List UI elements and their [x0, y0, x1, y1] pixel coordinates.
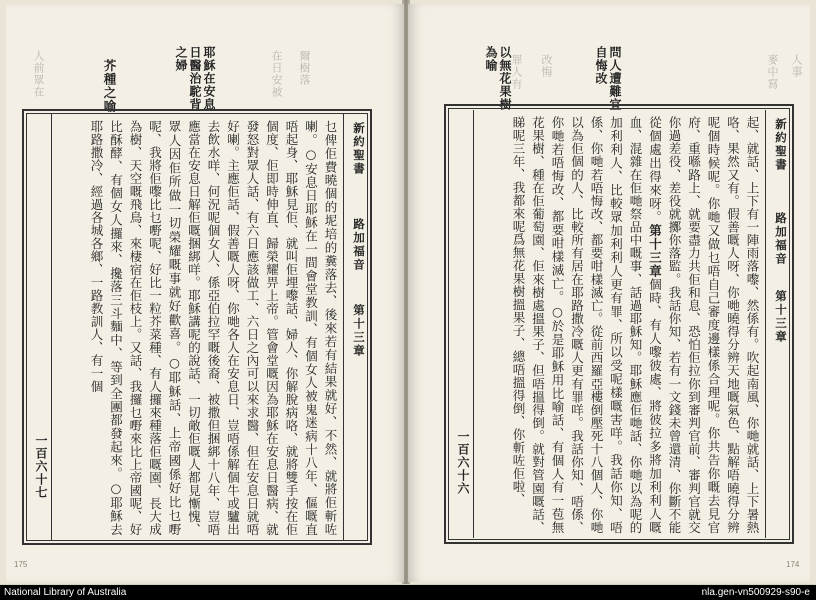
- footer-source: National Library of Australia: [4, 587, 127, 598]
- running-title: 新約聖書: [774, 118, 788, 172]
- footer-rule: [473, 110, 474, 538]
- right-page: [408, 4, 810, 582]
- scan-mark: 174: [786, 560, 800, 569]
- side-heading-parable: 芥種之喻: [102, 59, 117, 113]
- header-rule: [765, 110, 766, 538]
- bleed-through-text: 人事: [790, 54, 803, 78]
- side-heading-fig-tree: 以無花果樹為喻: [484, 46, 512, 111]
- side-heading-repentance: 問人遭難宜自悔改: [594, 46, 622, 111]
- chapter-heading: 第十三章: [647, 224, 663, 278]
- left-page: [6, 4, 404, 582]
- running-title: 新約聖書: [352, 122, 366, 176]
- bleed-through-text: 人前眾在: [32, 50, 45, 98]
- bleed-through-text: 改悔: [540, 54, 553, 78]
- body-text-part: 個時、有人嚟彼處、將彼拉多將加利利人嘅血、混雜在佢哋祭品中嘅事、話過耶穌知。耶穌應佢哋話、你哋以為呢的加利利人、比較眾加利利人更有罪、所以受呢樣嘅害咩。我話你知、唔係、你哋若唔悔改、都要咁樣滅亡。從前西羅亞樓倒壓死十八個人、你哋以為佢個的人、比較所有居在耶路撒冷嘅人更有罪咩。我話你知、唔係、你哋若唔悔改、都要咁樣滅亡。○於是耶穌用比喻話、有個人有一苞無花果樹、種在佢葡萄園、佢來樹處搵果子、但唔搵得倒。就對管園嘅話、睇呢三年、我都來呢爲無花果樹搵果子、總唔搵得倒、你斬咗佢啦、: [511, 116, 663, 534]
- body-text-part: 起、就話、上下有一陣雨落嚟、然係有。吹起南風、你哋就話、上下暑熱咯、果然又有。假善嘅人呀、你哋曉得分辨天地嘅氣色、點解唔曉得分辨呢個時候呢。你哋又做乜唔自己審度邊樣係合理呢。你共告你嘅去見官府、重喺路上、就要盡力共佢和息、恐怕佢拉你到審判官前、審判官就交你過差役、差役就擲你落監。我話你知、若有一文錢未曾還清、你斷不能從個處出得來呀。: [647, 116, 760, 534]
- bleed-through-text: 在日安被: [270, 50, 283, 98]
- book-name: 路加福音: [352, 218, 366, 272]
- side-heading-healing: 耶穌在安息日醫治駝背之婦: [174, 46, 216, 111]
- body-text: [480, 116, 762, 534]
- header-rule: [343, 114, 344, 540]
- page-number: 一百六十七: [34, 434, 48, 499]
- body-text: 乜俾佢費曉個的坭培的糞落去、後來若有結果就好、不然、就將佢斬咗喇。○安息日耶穌在一間會堂教訓、有個女人被鬼迷病十八年、傴嘅直唔起身、耶穌見佢、就叫佢埋嚟話、婦人、你解脫病咯、就將雙手按在佢個度、佢即時伸直、歸榮耀畀上帝。管會堂嘅因為耶穌在安息日醫病、就發怒對眾人話、有六日應該做工、六日之內可以來求醫、但在安息日就唔好喇。主應佢話、假善嘅人呀、你哋各人在安息日、豈唔係解個牛或驢出去飲水咩、何況呢個女人、係亞伯拉罕嘅後裔、被撒但捆綁十八年、豈唔應當在安息日解佢嘅捆綁咩。耶穌講呢的說話、一切敵佢嘅人都見慚愧、眾人因佢所做一切榮耀嘅事就好歡喜。○耶穌話、上帝國係好比乜嘢呢、我將佢嚟比乜嘢呢、好比一粒芥菜種、有人攞來種落佢嘅園、長大成為樹、天空嘅飛鳥、來棲宿在佢枝上。又話、我攞乜嘢來比上帝國呢、好比酥酵、有個女人攞來、攙落三斗麵中、等到全團都發起來。○耶穌去耶路撒冷、經過各城各鄉、一路教訓人、有一個: [89, 120, 338, 536]
- scan-mark: 175: [14, 560, 28, 569]
- book-name: 路加福音: [774, 212, 788, 266]
- chapter-label: 第十三章: [774, 290, 788, 344]
- footer-rule: [51, 114, 52, 540]
- bleed-through-text: 罪人有: [510, 54, 523, 90]
- bleed-through-text: 麥中寫: [766, 54, 779, 90]
- bleed-through-text: 爾樹落: [298, 50, 311, 86]
- chapter-label: 第十三章: [352, 304, 366, 358]
- footer-identifier: nla.gen-vn500929-s90-e: [701, 587, 810, 598]
- page-number: 一百六十六: [456, 430, 470, 495]
- footer-bar: [0, 585, 816, 600]
